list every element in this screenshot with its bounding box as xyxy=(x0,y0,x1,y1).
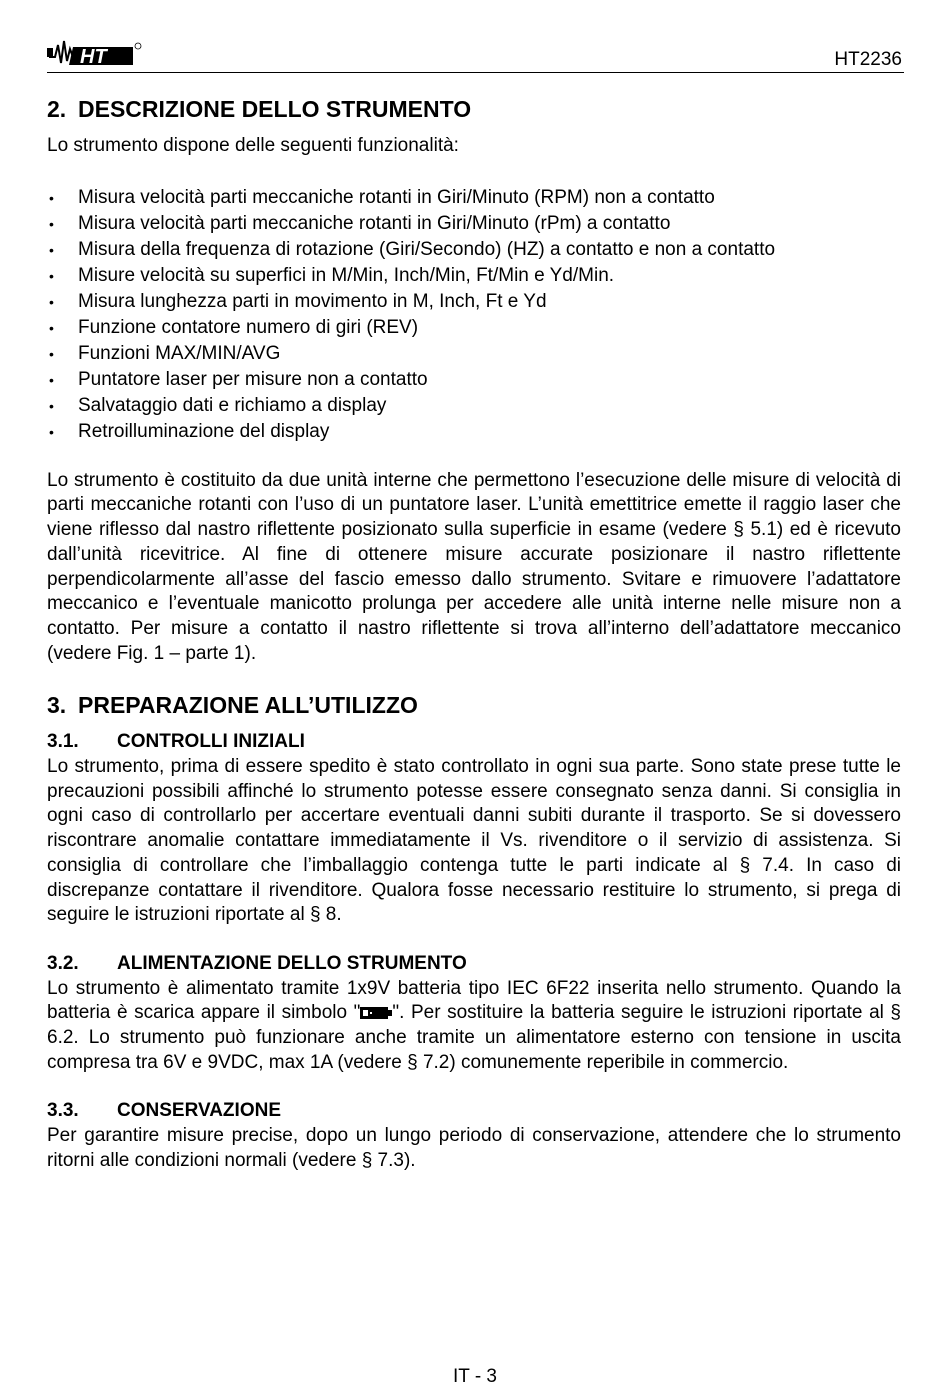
section-2-description: Lo strumento è costituito da due unità interne che permettono l’esecuzione delle misure di velocità di parti meccaniche rotanti con l’uso di un puntatore laser. L’unità emettitrice emette il raggio laser che viene riflesso dal nastro riflettente posizionato sulla superficie in esame (vedere § 5.1) ed è ricevuto dall’unità ricevitrice. Al fine di ottenere misure accurate posizionare il nastro riflettente perpendicolarmente all’asse del fascio emesso dallo strumento. Svitare e rimuovere l’adattatore meccanico e l’eventuale manicotto prolunga per accedere alle unità interne nelle misure non a contatto. Per misure a contatto il nastro riflettente si trova all’interno dell’adattatore meccanico (vedere Fig. 1 – parte 1). xyxy=(47,469,901,664)
section-2-heading xyxy=(47,94,901,124)
list-item: • Misura lunghezza parti in movimento in M, Inch, Ft e Yd xyxy=(47,289,901,315)
page-content xyxy=(47,94,901,1174)
list-item: • Funzioni MAX/MIN/AVG xyxy=(47,341,901,367)
low-battery-icon xyxy=(360,1005,392,1021)
section-title: PREPARAZIONE ALL’UTILIZZO xyxy=(78,692,418,719)
text-segment: ". Per sostituire la batteria seguire le istruzioni riportate al § 6.2. Lo strumento può funzionare anche tramite un alimentatore esterno con tensione in uscita compresa tra 6V e 9VDC, max 1A (vedere § 7.2) comunemente reperibile in commercio. xyxy=(47,1002,901,1073)
subsection-3-2-heading xyxy=(47,952,901,977)
section-2-intro: Lo strumento dispone delle seguenti funzionalità: xyxy=(47,135,459,156)
subsection-title: ALIMENTAZIONE DELLO STRUMENTO xyxy=(117,952,467,974)
subsection-number: 3.1. xyxy=(47,731,79,753)
list-item: • Salvataggio dati e richiamo a display xyxy=(47,393,901,419)
header-rule xyxy=(47,72,904,73)
list-item: • Funzione contatore numero di giri (REV) xyxy=(47,315,901,341)
subsection-3-1-text: Lo strumento, prima di essere spedito è stato controllato in ogni sua parte. Sono state prese tutte le precauzioni possibili affinché lo strumento potesse essere consegnato senza danni. Si consiglia in ogni caso di controllarlo per accertare eventuali danni subiti durante il trasporto. Se si dovessero riscontrare anomalie contattare immediatamente il Vs. rivenditore o il servizio di assistenza. Si consiglia di controllare che l’imballaggio contenga tutte le parti indicate al § 7.4. In caso di discrepanze contattare il rivenditore. Qualora fosse necessario restituire lo strumento, si prega di seguire le istruzioni riportate al § 8. xyxy=(47,756,901,926)
subsection-number: 3.3. xyxy=(47,1100,79,1122)
list-item: • Misura velocità parti meccaniche rotanti in Giri/Minuto (RPM) non a contatto xyxy=(47,185,901,211)
section-3-heading xyxy=(47,690,901,720)
subsection-3-2-text xyxy=(47,977,901,1076)
model-name: HT2236 xyxy=(834,49,902,70)
text-segment: Lo strumento è alimentato tramite 1x9V batteria tipo IEC 6F22 inserita nello strumento. Quando la batteria è scarica appare il simbolo " xyxy=(47,977,901,1024)
features-list xyxy=(47,185,901,445)
section-title: DESCRIZIONE DELLO STRUMENTO xyxy=(78,96,472,122)
subsection-3-3-text: Per garantire misure precise, dopo un lungo periodo di conservazione, attendere che lo strumento ritorni alle condizioni normali (vedere § 7.3). xyxy=(47,1125,901,1171)
subsection-title: CONTROLLI INIZIALI xyxy=(117,731,305,753)
section-number: 3. xyxy=(47,692,67,719)
subsection-3-3-heading xyxy=(47,1099,901,1124)
subsection-title: CONSERVAZIONE xyxy=(117,1100,281,1122)
page-number: IT - 3 xyxy=(453,1366,497,1387)
list-item: • Misura velocità parti meccaniche rotanti in Giri/Minuto (rPm) a contatto xyxy=(47,211,901,237)
subsection-number: 3.2. xyxy=(47,952,79,974)
list-item: • Misura della frequenza di rotazione (Giri/Secondo) (HZ) a contatto e non a contatto xyxy=(47,237,901,263)
list-item: • Puntatore laser per misure non a contatto xyxy=(47,367,901,393)
list-item: • Misure velocità su superfici in M/Min, Inch/Min, Ft/Min e Yd/Min. xyxy=(47,263,901,289)
svg-text:HT: HT xyxy=(80,46,107,67)
section-number: 2. xyxy=(47,96,67,122)
list-item: • Retroilluminazione del display xyxy=(47,419,901,445)
subsection-3-1-heading xyxy=(47,730,901,755)
ht-logo xyxy=(47,35,143,67)
